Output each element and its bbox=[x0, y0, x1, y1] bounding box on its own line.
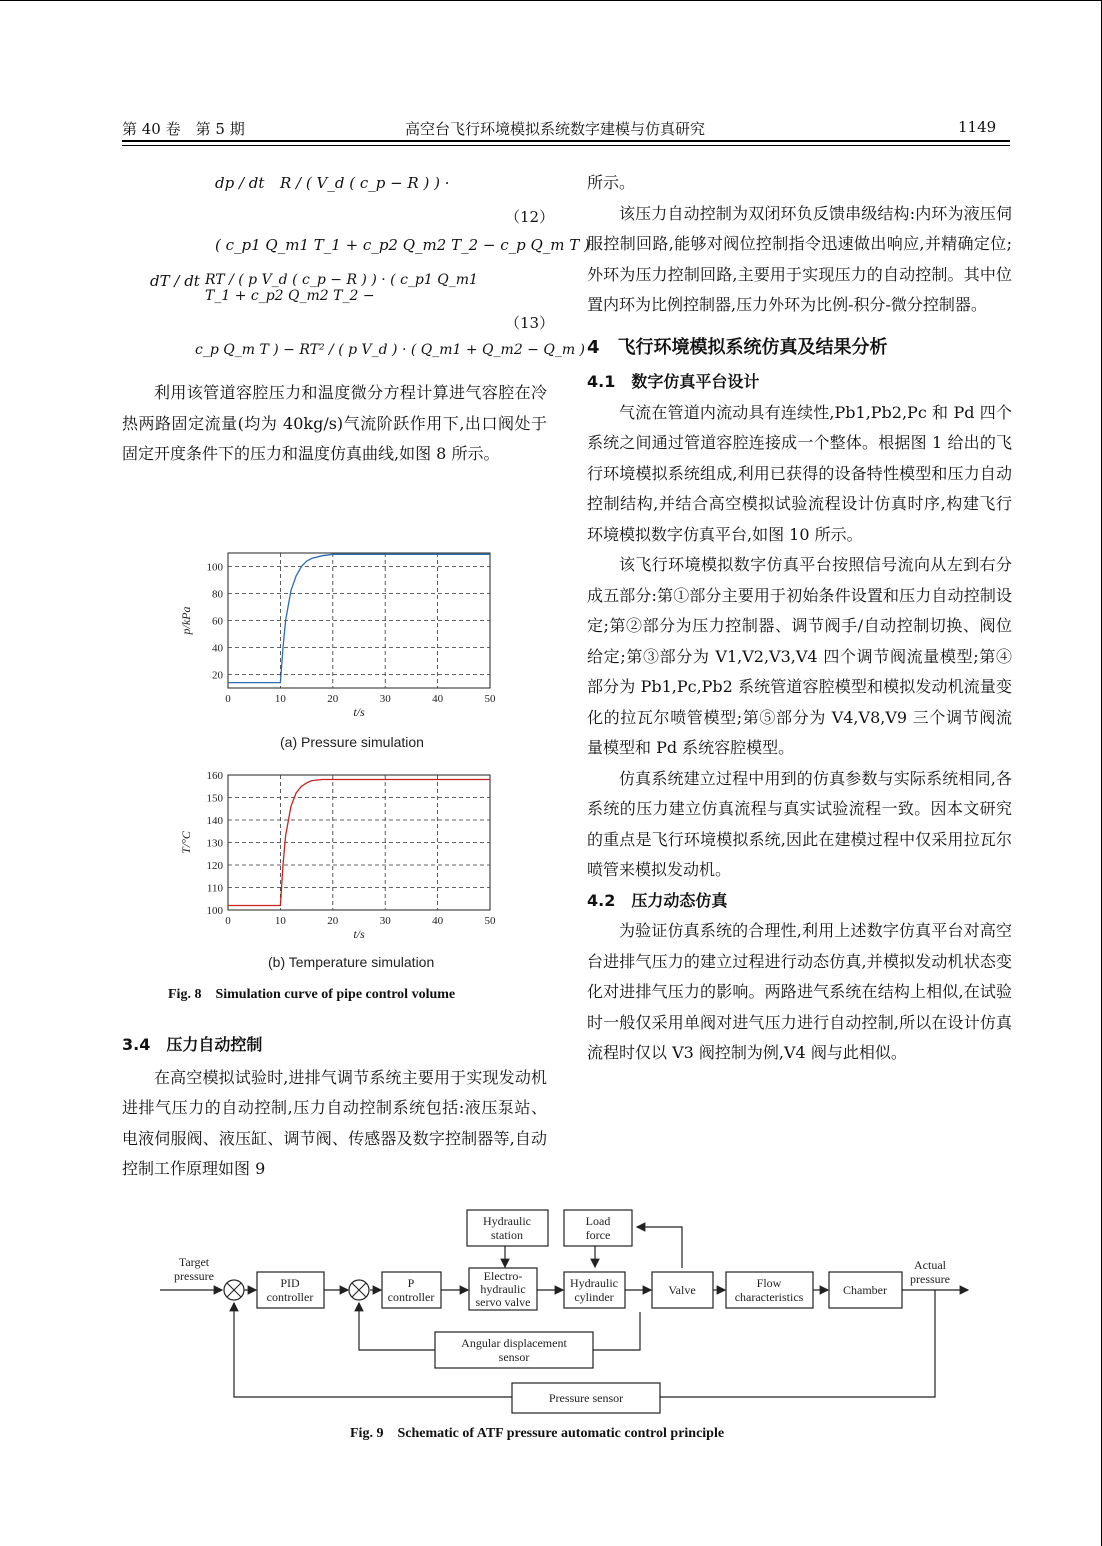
pressure-chart bbox=[179, 553, 496, 719]
x-tick-label: 40 bbox=[432, 693, 444, 705]
fig8b-subcaption: (b) Temperature simulation bbox=[268, 954, 435, 970]
actual-label-2: pressure bbox=[910, 1272, 950, 1286]
y-tick-label: 100 bbox=[206, 561, 223, 574]
target-label-2: pressure bbox=[174, 1269, 214, 1283]
y-tick-label: 40 bbox=[212, 642, 223, 655]
right-column bbox=[587, 168, 1012, 1069]
x-tick-label: 10 bbox=[274, 693, 286, 705]
temperature-chart bbox=[179, 770, 496, 941]
plot-frame bbox=[228, 775, 490, 910]
paragraph: 所示。 bbox=[587, 173, 636, 192]
page-border-top bbox=[0, 0, 1102, 1]
servo-label-2: hydraulic bbox=[480, 1282, 526, 1296]
header-rule-thin bbox=[122, 145, 1010, 146]
summing-junction-outer bbox=[224, 1280, 244, 1300]
left-column-top bbox=[122, 378, 547, 470]
station-label-2: station bbox=[491, 1228, 523, 1242]
fig8a-subcaption: (a) Pressure simulation bbox=[280, 734, 424, 750]
paragraph: 为验证仿真系统的合理性,利用上述数字仿真平台对高空台进排气压力的建立过程进行动态仿真,并模拟发动机状态变化对进排气压力的影响。两路进气系统在结构上相似,在试验时一般仅采用单阀对进气压力进行自动控制,所以在设计仿真流程时仅以 V3 阀控制为例,V4 阀与此相似。 bbox=[587, 921, 1012, 1062]
y-tick-label: 110 bbox=[206, 882, 223, 895]
plot-frame bbox=[228, 553, 490, 688]
p-label-2: controller bbox=[387, 1290, 435, 1304]
pressure-sensor-label: Pressure sensor bbox=[548, 1391, 624, 1405]
paragraph: 利用该管道容腔压力和温度微分方程计算进气容腔在冷热两路固定流量(均为 40kg/s)气流阶跃作用下,出口阀处于固定开度条件下的压力和温度仿真曲线,如图 8 所示。 bbox=[122, 383, 547, 463]
y-tick-label: 140 bbox=[206, 815, 223, 827]
pid-label: PID bbox=[280, 1276, 300, 1290]
cylinder-label-2: cylinder bbox=[574, 1290, 614, 1304]
x-axis-label: t/s bbox=[353, 927, 365, 941]
fig9-caption: Fig. 9 Schematic of ATF pressure automatic control principle bbox=[350, 1426, 725, 1441]
servo-label-3: servo valve bbox=[475, 1295, 531, 1309]
section-4-2-title: 4.2 压力动态仿真 bbox=[587, 890, 728, 910]
y-axis-label: p/kPa bbox=[179, 606, 193, 635]
summing-junction-inner bbox=[349, 1280, 369, 1300]
eq13-fraction: RT / ( p V_d ( c_p − R ) ) · ( c_p1 Q_m1 T_1 + c_p2 Q_m2 T_2 − bbox=[205, 272, 478, 304]
cylinder-label: Hydraulic bbox=[570, 1276, 618, 1290]
section-4-1-title: 4.1 数字仿真平台设计 bbox=[587, 372, 760, 391]
x-tick-label: 50 bbox=[484, 693, 496, 705]
angular-label-2: sensor bbox=[498, 1350, 530, 1364]
flow-label: Flow bbox=[756, 1276, 782, 1290]
actual-label: Actual bbox=[914, 1258, 946, 1272]
flow-label-2: characteristics bbox=[734, 1290, 804, 1304]
eq13-lhs: dT / dt bbox=[150, 272, 200, 290]
servo-label: Electro- bbox=[483, 1269, 523, 1283]
pid-label-2: controller bbox=[266, 1290, 314, 1304]
p-label: P bbox=[407, 1276, 415, 1290]
header-rule bbox=[122, 140, 1010, 142]
header-volume: 第 40 卷 第 5 期 bbox=[122, 120, 245, 138]
x-axis-label: t/s bbox=[353, 705, 365, 719]
left-column-bottom bbox=[122, 1030, 547, 1185]
target-label: Target bbox=[178, 1255, 210, 1269]
x-tick-label: 20 bbox=[327, 915, 339, 927]
x-tick-label: 0 bbox=[225, 915, 231, 927]
x-tick-label: 30 bbox=[379, 693, 391, 705]
paragraph: 该压力自动控制为双闭环负反馈串级结构:内环为液压伺服控制回路,能够对阀位控制指令迅速做出响应,并精确定位;外环为压力控制回路,主要用于实现压力的自动控制。其中位置内环为比例控制器,压力外环为比例-积分-微分控制器。 bbox=[587, 203, 1012, 314]
eq12-fraction: R / ( V_d ( c_p − R ) ) · bbox=[280, 174, 450, 192]
fig9-block-diagram bbox=[160, 1205, 980, 1415]
y-tick-label: 150 bbox=[206, 792, 223, 805]
header-title: 高空台飞行环境模拟系统数字建模与仿真研究 bbox=[405, 120, 706, 138]
y-tick-label: 120 bbox=[206, 860, 223, 872]
section-4-title: 4 飞行环境模拟系统仿真及结果分析 bbox=[587, 336, 888, 358]
eq13-continuation: c_p Q_m T ) − RT² / ( p V_d ) · ( Q_m1 + Q_m2 − Q_m ) bbox=[195, 342, 586, 358]
load-label: Load bbox=[585, 1214, 611, 1228]
y-tick-label: 80 bbox=[212, 588, 223, 601]
x-tick-label: 50 bbox=[484, 915, 496, 927]
header-page-number: 1149 bbox=[958, 118, 997, 136]
y-tick-label: 100 bbox=[206, 905, 223, 917]
station-label: Hydraulic bbox=[483, 1214, 531, 1228]
fig8-charts bbox=[160, 545, 510, 965]
x-tick-label: 10 bbox=[274, 915, 286, 927]
paragraph: 在高空模拟试验时,进排气调节系统主要用于实现发动机进排气压力的自动控制,压力自动控制系统包括:液压泵站、电液伺服阀、液压缸、调节阀、传感器及数字控制器等,自动控制工作原理如图 9 bbox=[122, 1067, 547, 1178]
load-label-2: force bbox=[585, 1228, 611, 1242]
chamber-label: Chamber bbox=[843, 1283, 887, 1297]
section-3-4-title: 3.4 压力自动控制 bbox=[122, 1035, 263, 1054]
paragraph: 仿真系统建立过程中用到的仿真参数与实际系统相同,各系统的压力建立仿真流程与真实试验流程一致。因本文研究的重点是飞行环境模拟系统,因此在建模过程中仅采用拉瓦尔喷管来模拟发动机。 bbox=[587, 768, 1012, 879]
eq12-number: （12） bbox=[505, 208, 555, 226]
x-tick-label: 40 bbox=[432, 915, 444, 927]
x-tick-label: 0 bbox=[225, 693, 231, 705]
eq12-continuation: ( c_p1 Q_m1 T_1 + c_p2 Q_m2 T_2 − c_p Q_m T ) bbox=[215, 236, 590, 254]
y-tick-label: 160 bbox=[206, 770, 223, 782]
fig8-caption: Fig. 8 Simulation curve of pipe control volume bbox=[168, 987, 456, 1002]
eq13-number: （13） bbox=[505, 314, 555, 332]
paragraph: 气流在管道内流动具有连续性,Pb1,Pb2,Pc 和 Pd 四个系统之间通过管道容腔连接成一个整体。根据图 1 给出的飞行环境模拟系统组成,利用已获得的设备特性模型和压力自动控制结构,并结合高空模拟试验流程设计仿真时序,构建飞行环境模拟数字仿真平台,如图 10 所示。 bbox=[587, 402, 1012, 544]
y-axis-label: T/°C bbox=[179, 831, 193, 854]
angular-label: Angular displacement bbox=[461, 1336, 567, 1350]
y-tick-label: 20 bbox=[212, 669, 223, 682]
y-tick-label: 130 bbox=[206, 837, 223, 850]
x-tick-label: 30 bbox=[379, 915, 391, 927]
eq12-lhs: dp / dt bbox=[215, 174, 265, 192]
paragraph: 该飞行环境模拟数字仿真平台按照信号流向从左到右分成五部分:第①部分主要用于初始条件设置和压力自动控制设定;第②部分为压力控制器、调节阀手/自动控制切换、阀位给定;第③部分为 V1,V2,V3,V4 四个调节阀流量模型;第④部分为 Pb1,Pc,Pb2 系统管道容腔模型和模拟发动机流量变化的拉瓦尔喷管模型;第⑤部分为 V4,V8,V9 三个调节阀流量模型和 Pd 系统容腔模型。 bbox=[587, 555, 1012, 757]
valve-label: Valve bbox=[668, 1283, 696, 1297]
y-tick-label: 60 bbox=[212, 615, 223, 628]
x-tick-label: 20 bbox=[327, 693, 339, 705]
